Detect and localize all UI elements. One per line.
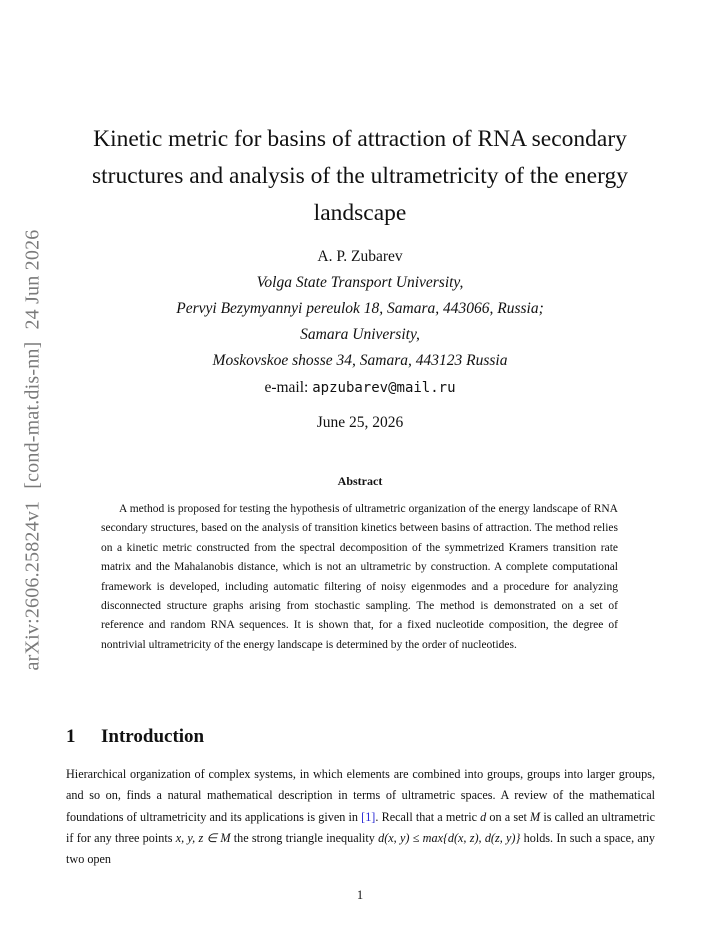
citation-link[interactable]: [1] — [361, 809, 376, 824]
intro-text-3: on a set — [486, 809, 531, 824]
abstract-heading: Abstract — [337, 474, 383, 488]
arxiv-id: arXiv:2606.25824v1 — [21, 500, 44, 671]
arxiv-category: [cond-mat.dis-nn] — [21, 341, 44, 489]
arxiv-identifier-stamp — [22, 230, 45, 671]
math-inequality: d(x, y) ≤ max{d(x, z), d(z, y)} — [378, 830, 521, 845]
intro-text-5: the strong triangle inequality — [230, 830, 379, 845]
title-line-3: landscape — [313, 200, 407, 226]
email-address[interactable]: apzubarev@mail.ru — [312, 380, 456, 396]
intro-text-4: is called an ultrametric if for any three points — [66, 809, 656, 845]
section-heading — [66, 726, 204, 748]
page-number: 1 — [356, 888, 364, 902]
intro-text-2: . Recall that a metric — [375, 809, 481, 824]
paper-title — [70, 121, 650, 232]
abstract-text: A method is proposed for testing the hypothesis of ultrametric organization of the energy landscape of RNA secondary structures, based on the analysis of transition kinetics between basins of attraction. The method relies on a kinetic metric constructed from the spectral decomposition of the symmetrized Kramers transition rate matrix and the Mahalanobis distance, which is not an ultrametric by construction. A complete computational framework is developed, including automatic filtering of noisy eigenmodes and a procedure for analyzing disconnected structure graphs arising from stochastic sampling. The method is demonstrated on a set of reference and random RNA sequences. It is shown that, for a fixed nucleotide composition, the degree of nontrivial ultrametricity of the energy landscape is determined by the order of nucleotides. — [101, 503, 618, 651]
section-title: Introduction — [101, 726, 205, 747]
title-line-1: Kinetic metric for basins of attraction of RNA secondary — [93, 126, 627, 152]
section-number: 1 — [66, 726, 76, 747]
affiliation-line-3: Samara University, — [300, 326, 420, 343]
math-M: M — [530, 809, 541, 824]
intro-text-6: holds. In such a space, any two open — [66, 830, 655, 867]
affiliation-line-1: Volga State Transport University, — [256, 274, 464, 291]
intro-paragraph — [66, 764, 655, 870]
affiliation-line-4: Moskovskoe shosse 34, Samara, 443123 Russia — [212, 352, 508, 369]
intro-text-1: Hierarchical organization of complex systems, in which elements are combined into groups, groups into larger groups, and so on, finds a natural mathematical description in terms of ultrametric spaces. A review of the mathematical foundations of ultrametricity and its applications is given in — [66, 767, 655, 824]
math-points: x, y, z ∈ M — [175, 830, 231, 845]
math-d: d — [480, 809, 487, 824]
arxiv-date: 24 Jun 2026 — [21, 229, 44, 330]
paper-date: June 25, 2026 — [316, 414, 404, 431]
title-line-2: structures and analysis of the ultrametricity of the energy — [92, 163, 628, 189]
affiliation-line-2: Pervyi Bezymyannyi pereulok 18, Samara, 443066, Russia; — [176, 300, 544, 317]
author-name: A. P. Zubarev — [317, 248, 403, 265]
email-label: e-mail: — [264, 379, 309, 396]
author-email-line — [90, 379, 630, 397]
